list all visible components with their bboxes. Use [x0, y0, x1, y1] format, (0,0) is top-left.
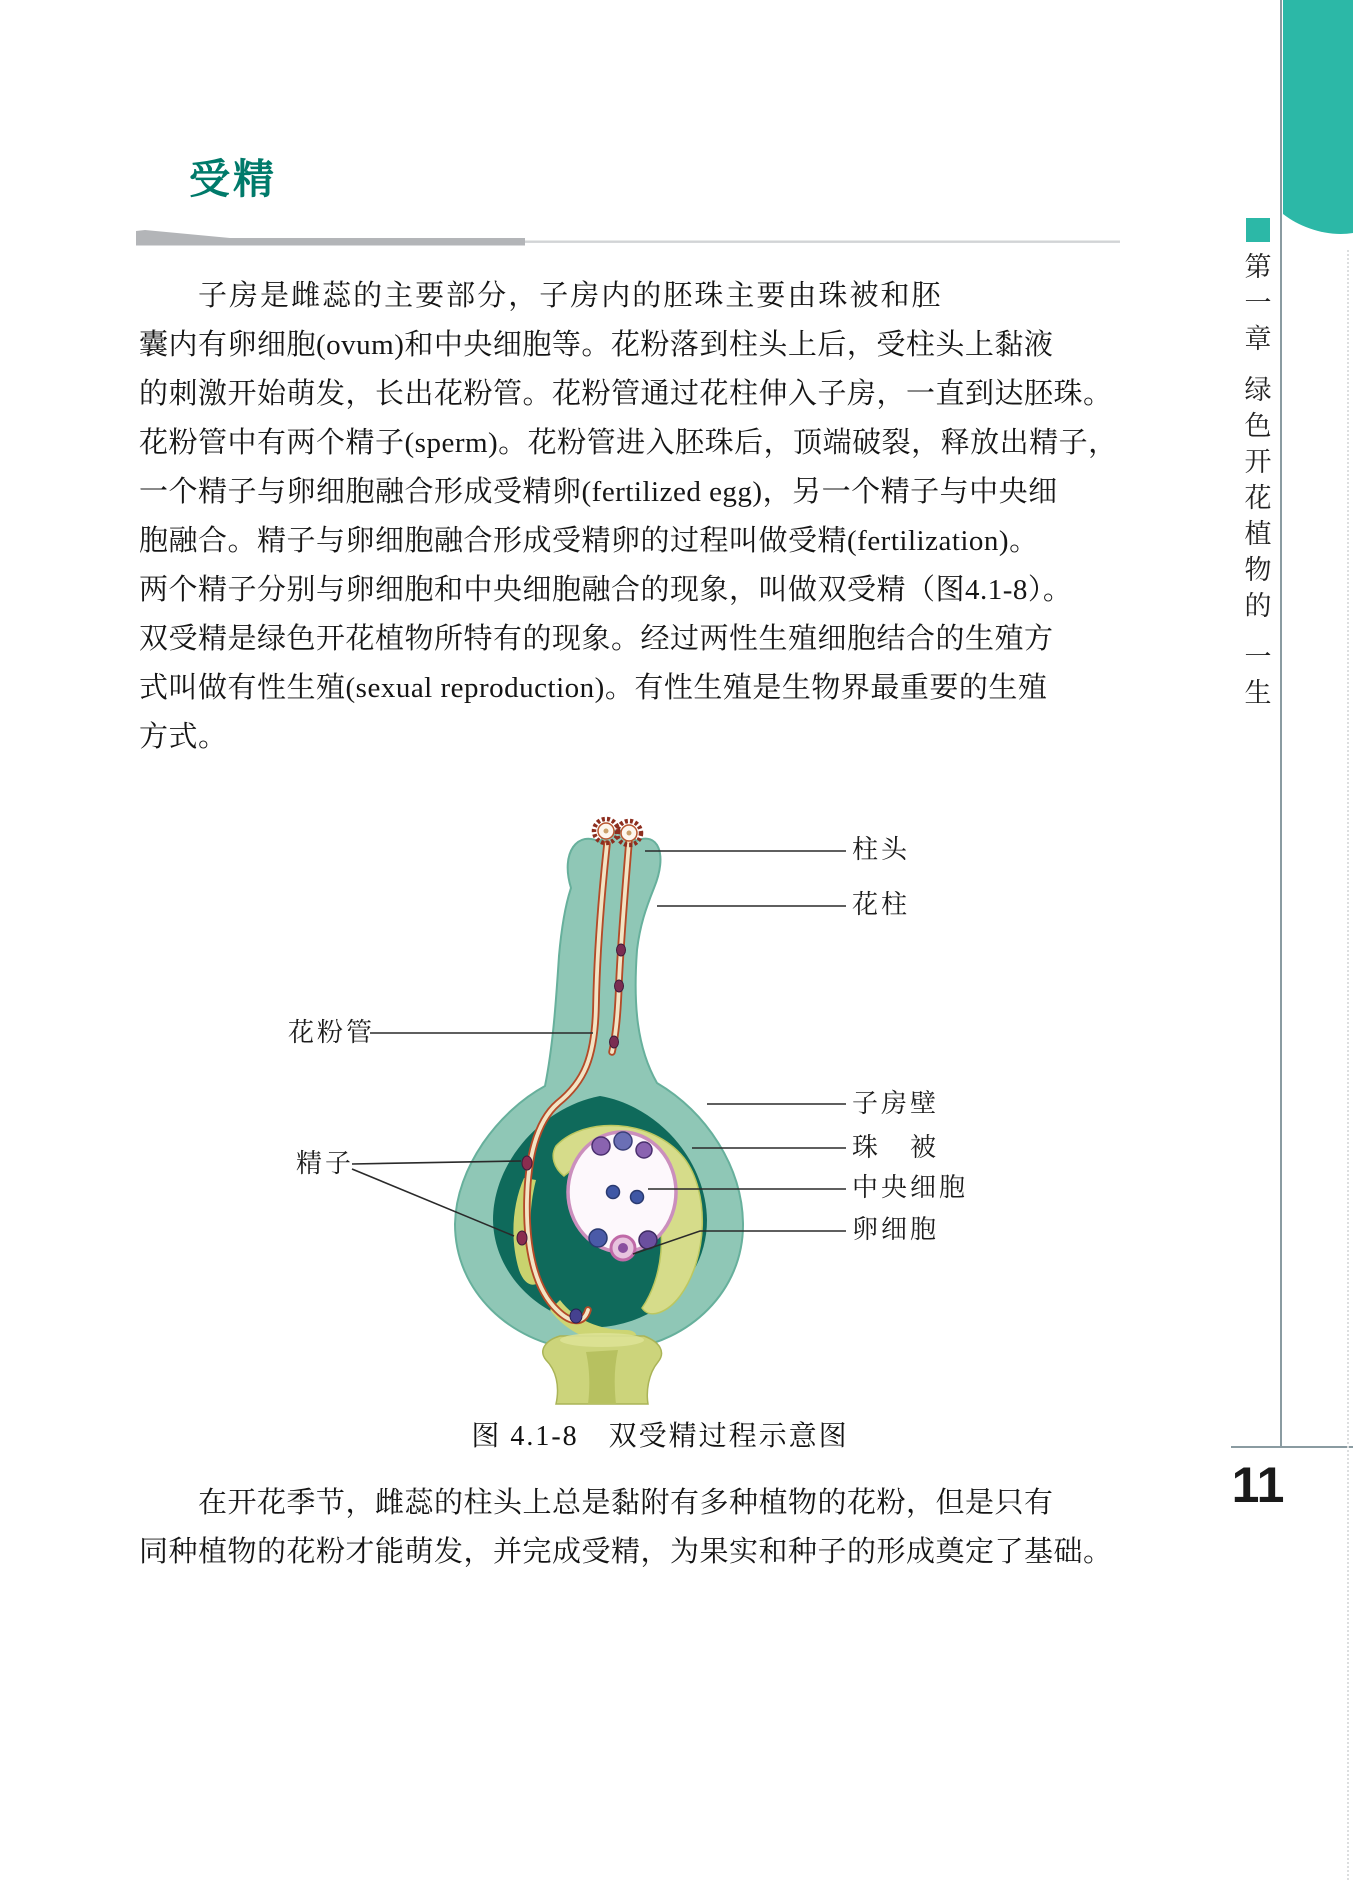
text-line: 一个精子与卵细胞融合形成受精卵(fertilized egg)，另一个精子与中央细: [139, 476, 1058, 508]
chapter-vertical-title: [1240, 253, 1276, 707]
label-egg-cell: 卵细胞: [852, 1215, 940, 1244]
chapter-char: 一: [1244, 642, 1272, 672]
page-number: 11: [1231, 1457, 1285, 1513]
text-line: 的刺激开始萌发，长出花粉管。花粉管通过花柱伸入子房，一直到达胚珠。: [139, 378, 1113, 410]
chapter-char: 绿: [1244, 375, 1272, 405]
chapter-marker-square: [1246, 218, 1270, 242]
body-paragraph-2: [139, 1479, 1113, 1577]
body-paragraph-1: [139, 272, 1118, 762]
sidebar-horizontal-rule: [1231, 1446, 1353, 1448]
sidebar-teal-banner: [1283, 0, 1353, 245]
text-line: 式叫做有性生殖(sexual reproduction)。有性生殖是生物界最重要的生殖: [139, 672, 1048, 704]
figure-caption: 图 4.1-8 双受精过程示意图: [471, 1421, 849, 1452]
label-integument: 珠 被: [852, 1133, 940, 1162]
text-line: 双受精是绿色开花植物所特有的现象。经过两性生殖细胞结合的生殖方: [139, 623, 1054, 655]
page-edge-dotted-line: [1347, 250, 1349, 1880]
chapter-char: 花: [1244, 483, 1272, 513]
text-line: 在开花季节，雌蕊的柱头上总是黏附有多种植物的花粉，但是只有: [198, 1487, 1054, 1519]
chapter-char: 开: [1244, 447, 1272, 477]
text-line: 囊内有卵细胞(ovum)和中央细胞等。花粉落到柱头上后，受柱头上黏液: [139, 329, 1054, 361]
label-style: 花柱: [852, 890, 911, 919]
page-title: 受精: [189, 156, 277, 202]
label-ovary-wall: 子房壁: [852, 1089, 940, 1118]
text-line: 同种植物的花粉才能萌发，并完成受精，为果实和种子的形成奠定了基础。: [139, 1536, 1113, 1568]
chapter-char: 第: [1244, 252, 1272, 282]
label-pollen-tube: 花粉管: [288, 1018, 376, 1047]
text-line: 两个精子分别与卵细胞和中央细胞融合的现象，叫做双受精（图4.1-8）。: [139, 574, 1073, 606]
text-line: 花粉管中有两个精子(sperm)。花粉管进入胚珠后，顶端破裂，释放出精子，: [139, 427, 1118, 459]
chapter-char: 色: [1244, 411, 1272, 441]
label-stigma: 柱头: [852, 835, 911, 864]
text-line: 子房是雌蕊的主要部分，子房内的胚珠主要由珠被和胚: [198, 280, 941, 312]
chapter-char: 章: [1244, 324, 1272, 354]
text-line: 胞融合。精子与卵细胞融合形成受精卵的过程叫做受精(fertilization)。: [139, 525, 1039, 557]
title-underline-rule: [133, 224, 1128, 248]
chapter-char: 的: [1244, 591, 1272, 621]
chapter-char: 一: [1244, 288, 1272, 318]
chapter-char: 植: [1244, 519, 1272, 549]
sidebar-vertical-rule: [1280, 0, 1282, 1447]
label-central-cell: 中央细胞: [852, 1173, 969, 1202]
text-line: 方式。: [139, 721, 228, 753]
chapter-char: 生: [1244, 678, 1272, 708]
label-sperm: 精子: [296, 1149, 355, 1178]
chapter-char: 物: [1244, 555, 1272, 585]
